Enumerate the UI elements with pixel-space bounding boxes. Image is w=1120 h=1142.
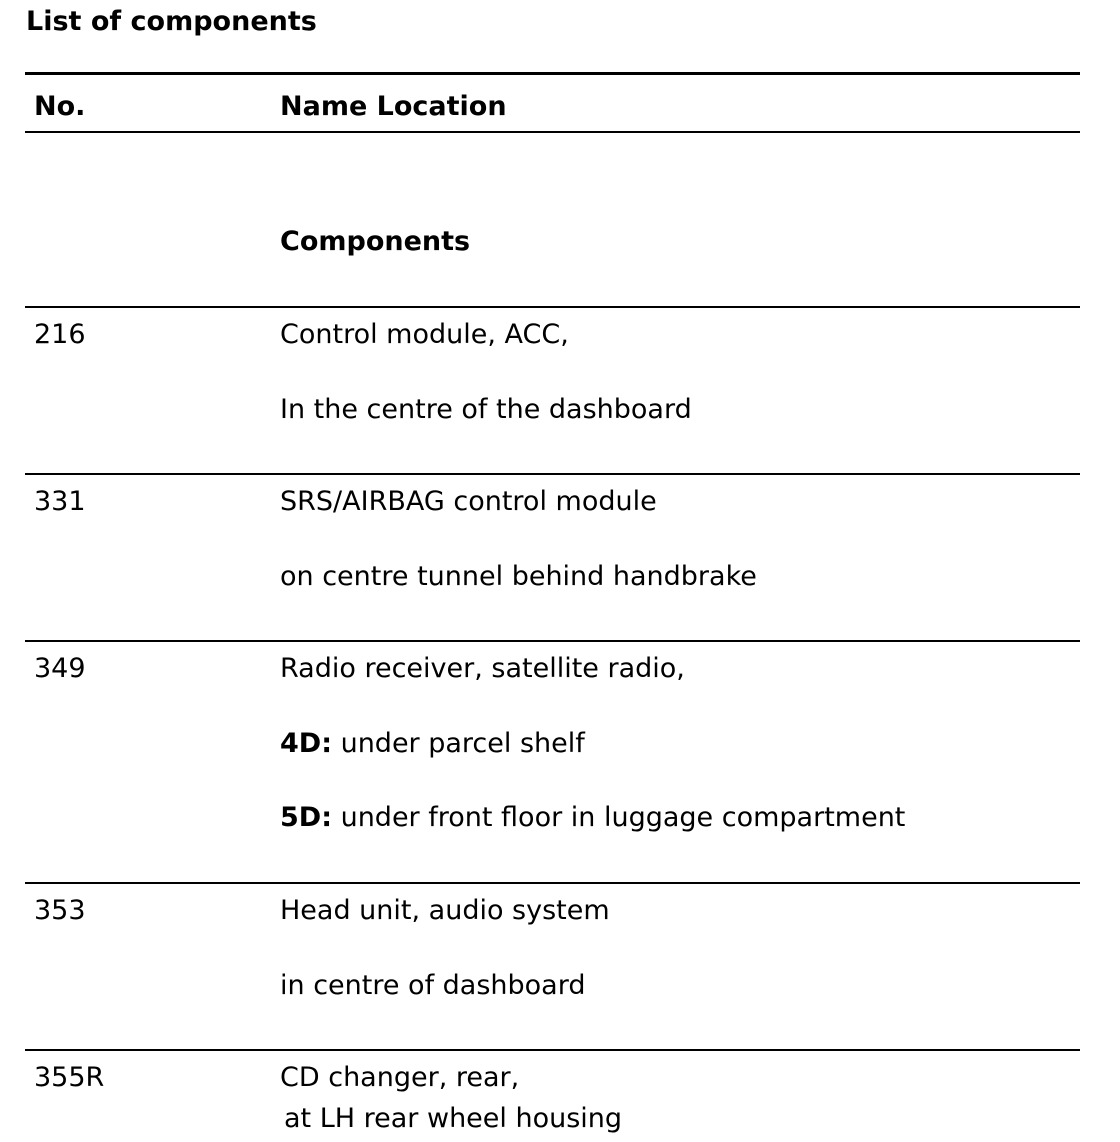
row-number: 349 [34,653,86,684]
row-number: 216 [34,319,86,350]
variant-location: under front floor in luggage compartment [332,802,906,833]
row-number: 353 [34,895,86,926]
row-divider [25,882,1080,884]
component-name: Control module, ACC, [280,319,569,350]
row-divider [25,306,1080,308]
variant-location: under parcel shelf [332,728,585,759]
component-name: Radio receiver, satellite radio, [280,653,685,684]
component-location: In the centre of the dashboard [280,394,692,425]
page-title: List of components [26,6,317,37]
row-number: 331 [34,486,86,517]
column-header-name-location: Name Location [280,91,507,122]
row-number: 355R [34,1062,105,1093]
table-top-rule [25,72,1080,75]
section-heading: Components [280,226,471,257]
row-divider [25,473,1080,475]
component-location [280,802,905,834]
component-name: SRS/AIRBAG control module [280,486,657,517]
component-location: in centre of dashboard [280,970,586,1001]
component-location [280,728,585,760]
component-name: Head unit, audio system [280,895,610,926]
component-location: on centre tunnel behind handbrake [280,561,757,592]
component-name: CD changer, rear, [280,1062,520,1093]
variant-label: 4D: [280,728,332,759]
row-divider [25,1049,1080,1051]
header-bottom-rule [25,131,1080,133]
variant-label: 5D: [280,802,332,833]
row-divider [25,640,1080,642]
component-location: at LH rear wheel housing [284,1103,623,1134]
column-header-no: No. [34,91,86,122]
